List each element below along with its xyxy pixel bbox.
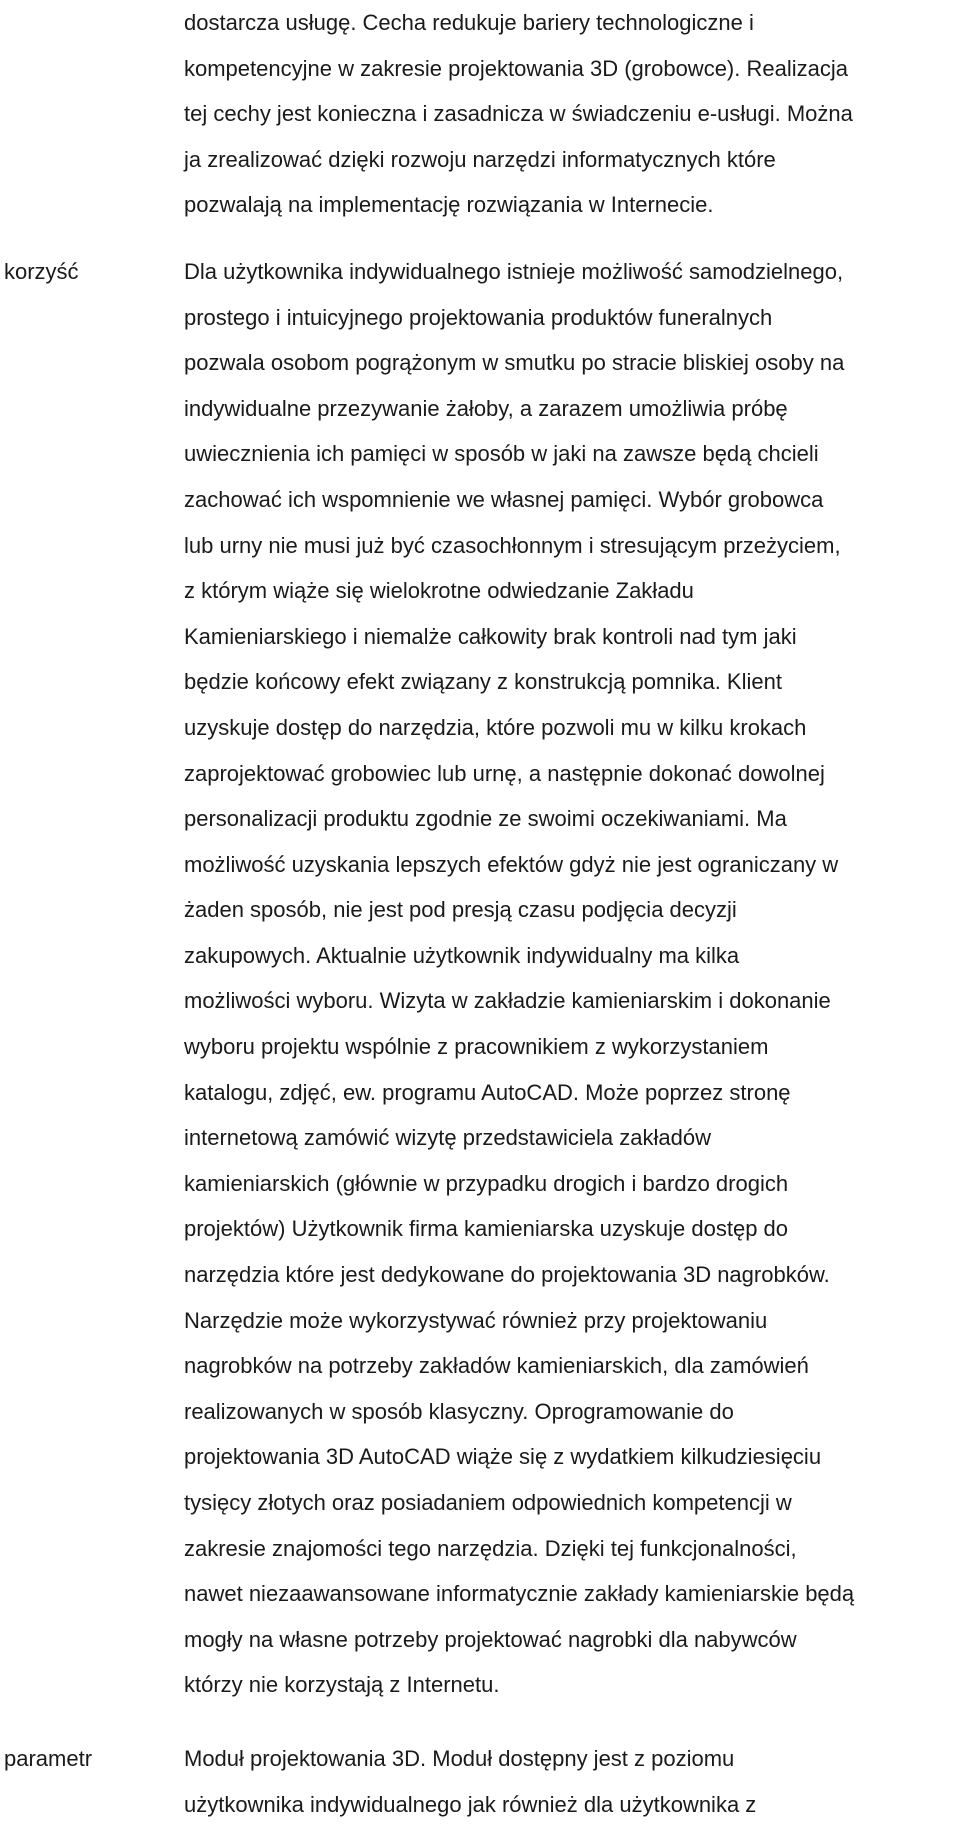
text-line: prostego i intuicyjnego projektowania produktów funeralnych xyxy=(184,304,773,330)
text-line: projektów) Użytkownik firma kamieniarska uzyskuje dostęp do xyxy=(184,1216,789,1242)
text-line: kamieniarskich (głównie w przypadku drogich i bardzo drogich xyxy=(184,1170,789,1196)
text-line: personalizacji produktu zgodnie ze swoimi oczekiwaniami. Ma xyxy=(184,806,787,832)
text-line: realizowanych w sposób klasyczny. Oprogramowanie do xyxy=(184,1398,734,1424)
text-line: indywidualne przezywanie żałoby, a zarazem umożliwia próbę xyxy=(184,395,788,421)
text-line: ja zrealizować dzięki rozwoju narzędzi informatycznych które xyxy=(184,146,776,172)
text-line: Narzędzie może wykorzystywać również przy projektowaniu xyxy=(184,1307,768,1333)
text-line: lub urny nie musi już być czasochłonnym i stresującym przeżyciem, xyxy=(184,532,841,558)
text-line: Kamieniarskiego i niemalże całkowity brak kontroli nad tym jaki xyxy=(184,623,797,649)
text-line: użytkownika indywidualnego jak również dla użytkownika z xyxy=(184,1791,757,1817)
text-line: uwiecznienia ich pamięci w sposób w jaki na zawsze będą chcieli xyxy=(184,441,819,467)
text-line: możliwości wyboru. Wizyta w zakładzie kamieniarskim i dokonanie xyxy=(184,988,831,1014)
text-line: zakupowych. Aktualnie użytkownik indywidualny ma kilka xyxy=(184,942,740,968)
text-line: zakresie znajomości tego narzędzia. Dzięki tej funkcjonalności, xyxy=(184,1535,797,1561)
text-line: którzy nie korzystają z Internetu. xyxy=(184,1672,500,1698)
text-line: będzie końcowy efekt związany z konstrukcją pomnika. Klient xyxy=(184,669,782,695)
text-line: nawet niezaawansowane informatycznie zakłady kamieniarskie będą xyxy=(184,1581,855,1607)
text-line: zaprojektować grobowiec lub urnę, a następnie dokonać dowolnej xyxy=(184,760,825,786)
text-line: pozwalają na implementację rozwiązania w Internecie. xyxy=(184,192,714,218)
text-line: tej cechy jest konieczna i zasadnicza w świadczeniu e-usługi. Można xyxy=(184,101,853,127)
row-content xyxy=(184,0,954,228)
row-content xyxy=(184,249,954,1708)
text-line: internetową zamówić wizytę przedstawiciela zakładów xyxy=(184,1125,712,1151)
text-line: kompetencyjne w zakresie projektowania 3D (grobowce). Realizacja xyxy=(184,55,848,81)
text-line: żaden sposób, nie jest pod presją czasu podjęcia decyzji xyxy=(184,897,737,923)
text-line: z którym wiąże się wielokrotne odwiedzanie Zakładu xyxy=(184,578,694,604)
text-line: katalogu, zdjęć, ew. programu AutoCAD. Może poprzez stronę xyxy=(184,1079,791,1105)
text-line: zachować ich wspomnienie we własnej pamięci. Wybór grobowca xyxy=(184,486,824,512)
text-line: uzyskuje dostęp do narzędzia, które pozwoli mu w kilku krokach xyxy=(184,714,807,740)
text-line: tysięcy złotych oraz posiadaniem odpowiednich kompetencji w xyxy=(184,1490,792,1515)
text-line: nagrobków na potrzeby zakładów kamieniarskich, dla zamówień xyxy=(184,1353,809,1379)
parameter-row xyxy=(0,1736,960,1827)
text-line: narzędzia które jest dedykowane do projektowania 3D nagrobków. xyxy=(184,1262,830,1288)
text-line: Dla użytkownika indywidualnego istnieje możliwość samodzielnego, xyxy=(184,258,844,284)
text-line: dostarcza usługę. Cecha redukuje bariery technologiczne i xyxy=(184,10,754,35)
benefit-row xyxy=(0,249,960,1708)
text-line: mogły na własne potrzeby projektować nagrobki dla nabywców xyxy=(184,1626,797,1652)
row-label-benefit: korzyść xyxy=(4,258,79,284)
text-line: projektowania 3D AutoCAD wiąże się z wydatkiem kilkudziesięciu xyxy=(184,1444,822,1470)
text-line: wyboru projektu wspólnie z pracownikiem z wykorzystaniem xyxy=(184,1034,769,1060)
feature-description-row xyxy=(0,0,960,228)
row-label-parameter: parametr xyxy=(4,1745,93,1771)
row-content xyxy=(184,1736,954,1827)
text-line: Moduł projektowania 3D. Moduł dostępny jest z poziomu xyxy=(184,1745,735,1771)
text-line: możliwość uzyskania lepszych efektów gdyż nie jest ograniczany w xyxy=(184,851,839,877)
text-line: pozwala osobom pogrążonym w smutku po stracie bliskiej osoby na xyxy=(184,350,845,376)
